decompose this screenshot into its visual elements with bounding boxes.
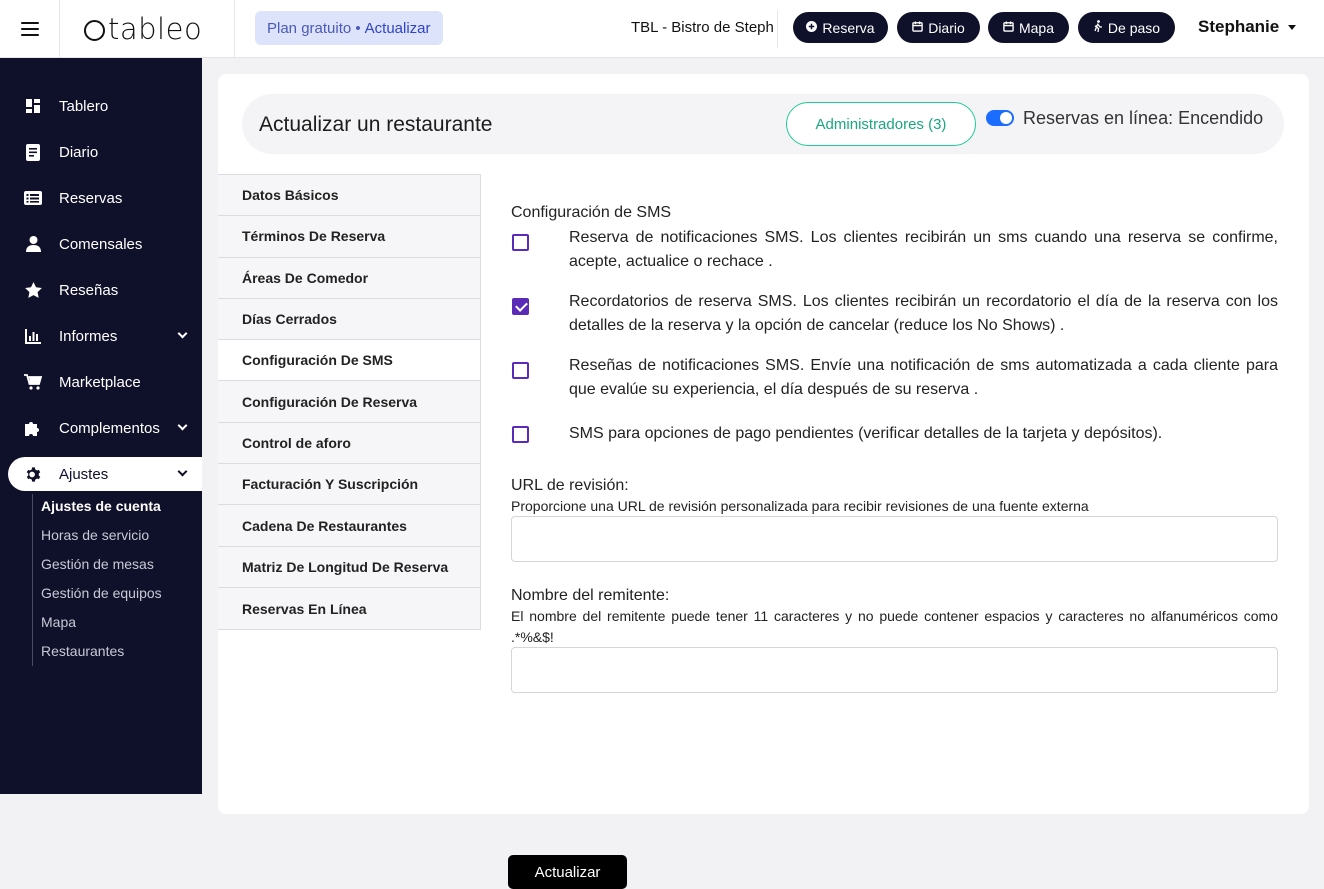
- toggle-knob: [1000, 112, 1012, 124]
- review-url-help: Proporcione una URL de revisión personalizada para recibir revisiones de una fuente externa: [511, 498, 1089, 514]
- user-icon: [24, 235, 42, 253]
- option-text: Reseñas de notificaciones SMS. Envíe una notificación de sms automatizada a cada cliente para que evalúe su experiencia, el día después de su reserva .: [569, 357, 1278, 398]
- tab-billing-subscription[interactable]: Facturación Y Suscripción: [218, 464, 480, 505]
- checkbox-sms-reminders[interactable]: [512, 298, 529, 315]
- plan-label: Plan gratuito •: [267, 19, 361, 37]
- map-label: Mapa: [1018, 19, 1055, 36]
- sidebar-item-guests[interactable]: [0, 221, 202, 267]
- divider: [777, 10, 778, 48]
- review-url-label: URL de revisión:: [511, 477, 629, 494]
- sender-name-label: Nombre del remitente:: [511, 587, 670, 604]
- option-text: Recordatorios de reserva SMS. Los clientes recibirán un recordatorio el día de la reserva con los detalles de la reserva y la opción de cancelar (reduce los No Shows) .: [569, 293, 1278, 334]
- submenu-service-hours[interactable]: Horas de servicio: [41, 527, 150, 543]
- map-button[interactable]: [988, 12, 1069, 43]
- submenu-restaurants[interactable]: Restaurantes: [41, 643, 125, 659]
- top-bar: [0, 0, 1324, 58]
- new-reservation-label: Reserva: [822, 19, 875, 36]
- divider: [234, 0, 235, 58]
- walk-in-button[interactable]: [1078, 12, 1175, 43]
- option-text: Reserva de notificaciones SMS. Los clientes recibirán un sms cuando una reserva se confirme, acepte, actualice o rechace .: [569, 229, 1278, 270]
- sidebar-item-label: Informes: [59, 327, 118, 345]
- tab-reservation-settings[interactable]: Configuración De Reserva: [218, 381, 480, 422]
- online-reservations-toggle[interactable]: [986, 110, 1014, 126]
- walk-in-label: De paso: [1107, 19, 1161, 36]
- administrators-button[interactable]: Administradores (3): [786, 102, 976, 146]
- submenu-table-management[interactable]: Gestión de mesas: [41, 556, 154, 572]
- page-title: Actualizar un restaurante: [259, 113, 493, 136]
- sidebar-item-label: Reseñas: [59, 281, 119, 299]
- main-card: [218, 74, 1309, 881]
- tab-closed-days[interactable]: Días Cerrados: [218, 299, 480, 340]
- sidebar-item-reports[interactable]: [0, 313, 202, 359]
- puzzle-icon: [24, 419, 42, 437]
- submenu-team-management[interactable]: Gestión de equipos: [41, 585, 162, 601]
- sidebar-item-reviews[interactable]: [0, 267, 202, 313]
- sidebar-item-label: Marketplace: [59, 373, 141, 391]
- user-menu[interactable]: [1198, 17, 1296, 37]
- logo-ring-icon: [84, 20, 105, 41]
- sidebar-item-label: Complementos: [59, 419, 160, 437]
- diary-button[interactable]: [897, 12, 980, 43]
- new-reservation-button[interactable]: [793, 12, 888, 43]
- chevron-down-icon: [178, 467, 188, 477]
- tab-reservation-terms[interactable]: Términos De Reserva: [218, 216, 480, 257]
- plan-badge: [255, 11, 443, 45]
- checkbox-sms-reviews[interactable]: [512, 362, 529, 379]
- section-title: Configuración de SMS: [511, 204, 672, 221]
- tab-reservation-length-matrix[interactable]: Matriz De Longitud De Reserva: [218, 547, 480, 588]
- upgrade-link[interactable]: Actualizar: [364, 19, 431, 37]
- star-icon: [24, 281, 42, 299]
- dashboard-icon: [24, 97, 42, 115]
- sidebar: [0, 58, 202, 794]
- walk-icon: [1093, 20, 1103, 35]
- sidebar-item-marketplace[interactable]: [0, 359, 202, 405]
- checkbox-sms-notifications[interactable]: [512, 234, 529, 251]
- sidebar-item-settings[interactable]: [8, 457, 202, 491]
- tab-basic-data[interactable]: Datos Básicos: [218, 175, 480, 216]
- chart-icon: [24, 327, 42, 345]
- sidebar-item-label: Reservas: [59, 189, 123, 207]
- chevron-down-icon: [178, 421, 188, 431]
- sidebar-item-dashboard[interactable]: [0, 83, 202, 129]
- sidebar-item-addons[interactable]: [0, 405, 202, 451]
- submenu-line: [32, 494, 33, 666]
- online-reservations-label: Reservas en línea: Encendido: [1023, 108, 1264, 128]
- page-header: [242, 94, 1284, 154]
- calendar-icon: [912, 21, 923, 35]
- gear-icon: [24, 465, 42, 483]
- plus-circle-icon: [806, 21, 817, 35]
- list-icon: [24, 189, 42, 207]
- user-name: Stephanie: [1198, 17, 1280, 36]
- submenu-account-settings[interactable]: Ajustes de cuenta: [41, 498, 161, 514]
- logo-text: tableo: [108, 12, 203, 46]
- review-url-input[interactable]: [511, 516, 1278, 562]
- tab-online-reservations[interactable]: Reservas En Línea: [218, 588, 480, 629]
- update-button[interactable]: Actualizar: [508, 855, 627, 889]
- tab-restaurant-chain[interactable]: Cadena De Restaurantes: [218, 505, 480, 546]
- diary-label: Diario: [928, 19, 965, 36]
- sidebar-item-label: Diario: [59, 143, 99, 161]
- checkbox-sms-pending-payments[interactable]: [512, 426, 529, 443]
- book-icon: [24, 143, 42, 161]
- restaurant-name[interactable]: TBL - Bistro de Steph: [631, 19, 774, 36]
- sidebar-item-label: Comensales: [59, 235, 143, 253]
- tab-dining-areas[interactable]: Áreas De Comedor: [218, 258, 480, 299]
- tab-capacity-control[interactable]: Control de aforo: [218, 423, 480, 464]
- sidebar-item-label: Tablero: [59, 97, 109, 115]
- sender-name-input[interactable]: [511, 647, 1278, 693]
- cart-icon: [24, 373, 42, 391]
- settings-tabs: [218, 174, 481, 630]
- sidebar-item-label: Ajustes: [59, 465, 109, 483]
- tab-sms-settings[interactable]: Configuración De SMS: [218, 340, 480, 381]
- calendar-icon: [1003, 21, 1014, 35]
- chevron-down-icon: [178, 329, 188, 339]
- app-logo[interactable]: [84, 10, 202, 48]
- menu-toggle-button[interactable]: [0, 0, 60, 58]
- option-text: SMS para opciones de pago pendientes (verificar detalles de la tarjeta y depósitos).: [569, 425, 1163, 442]
- sender-name-help: El nombre del remitente puede tener 11 caracteres y no puede contener espacios y caracteres no alfanuméricos como .*%&$!: [511, 608, 1278, 645]
- caret-down-icon: [1288, 25, 1296, 30]
- hamburger-icon: [21, 22, 39, 36]
- sidebar-item-diary[interactable]: [0, 129, 202, 175]
- submenu-map[interactable]: Mapa: [41, 614, 77, 630]
- sidebar-item-reservations[interactable]: [0, 175, 202, 221]
